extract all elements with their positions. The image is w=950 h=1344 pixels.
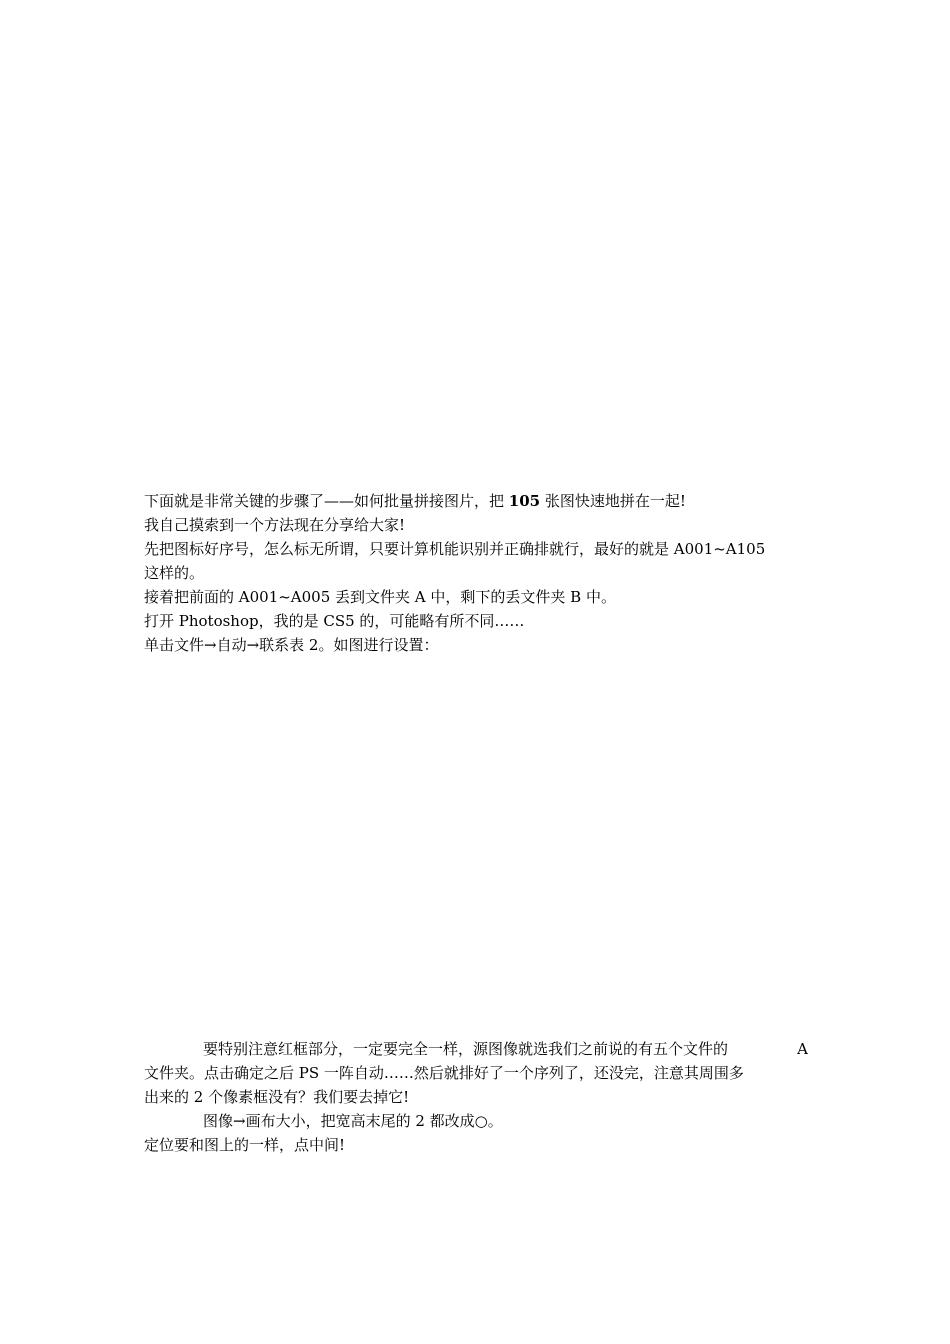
body-para-1-line-1-text: 要特别注意红框部分，一定要完全一样，源图像就选我们之前说的有五个文件的	[203, 1040, 729, 1058]
body-para-2-line-2: 定位要和图上的一样，点中间!	[144, 1136, 346, 1154]
intro-line-7: 单击文件→自动→联系表 2。如图进行设置：	[144, 636, 439, 654]
body-para-1-line-1-end: A	[797, 1040, 808, 1058]
intro-line-6: 打开 Photoshop，我的是 CS5 的，可能略有所不同……	[144, 612, 525, 630]
body-para-1-line-2: 文件夹。点击确定之后 PS 一阵自动……然后就排好了一个序列了，还没完，注意其周围多	[144, 1064, 744, 1082]
intro-line-1-pre: 下面就是非常关键的步骤了——如何批量拼接图片，把	[144, 492, 509, 510]
body-text-block	[144, 1037, 808, 1157]
intro-line-3: 先把图标好序号，怎么标无所谓，只要计算机能识别并正确排就行，最好的就是 A001~A105	[144, 540, 766, 558]
intro-line-1-post: 张图快速地拼在一起!	[540, 492, 686, 510]
intro-text-block	[144, 489, 808, 657]
intro-line-1-bold: 105	[508, 492, 541, 510]
intro-line-1	[144, 489, 808, 513]
body-para-2-line-1: 图像→画布大小，把宽高末尾的 2 都改成○。	[203, 1112, 503, 1130]
image-placeholder	[144, 670, 808, 1030]
intro-line-5: 接着把前面的 A001~A005 丢到文件夹 A 中，剩下的丢文件夹 B 中。	[144, 588, 616, 606]
body-para-1-line-3: 出来的 2 个像素框没有？我们要去掉它!	[144, 1088, 410, 1106]
intro-line-4: 这样的。	[144, 564, 205, 582]
intro-line-2: 我自己摸索到一个方法现在分享给大家!	[144, 516, 406, 534]
body-para-1-line-1	[144, 1037, 808, 1061]
